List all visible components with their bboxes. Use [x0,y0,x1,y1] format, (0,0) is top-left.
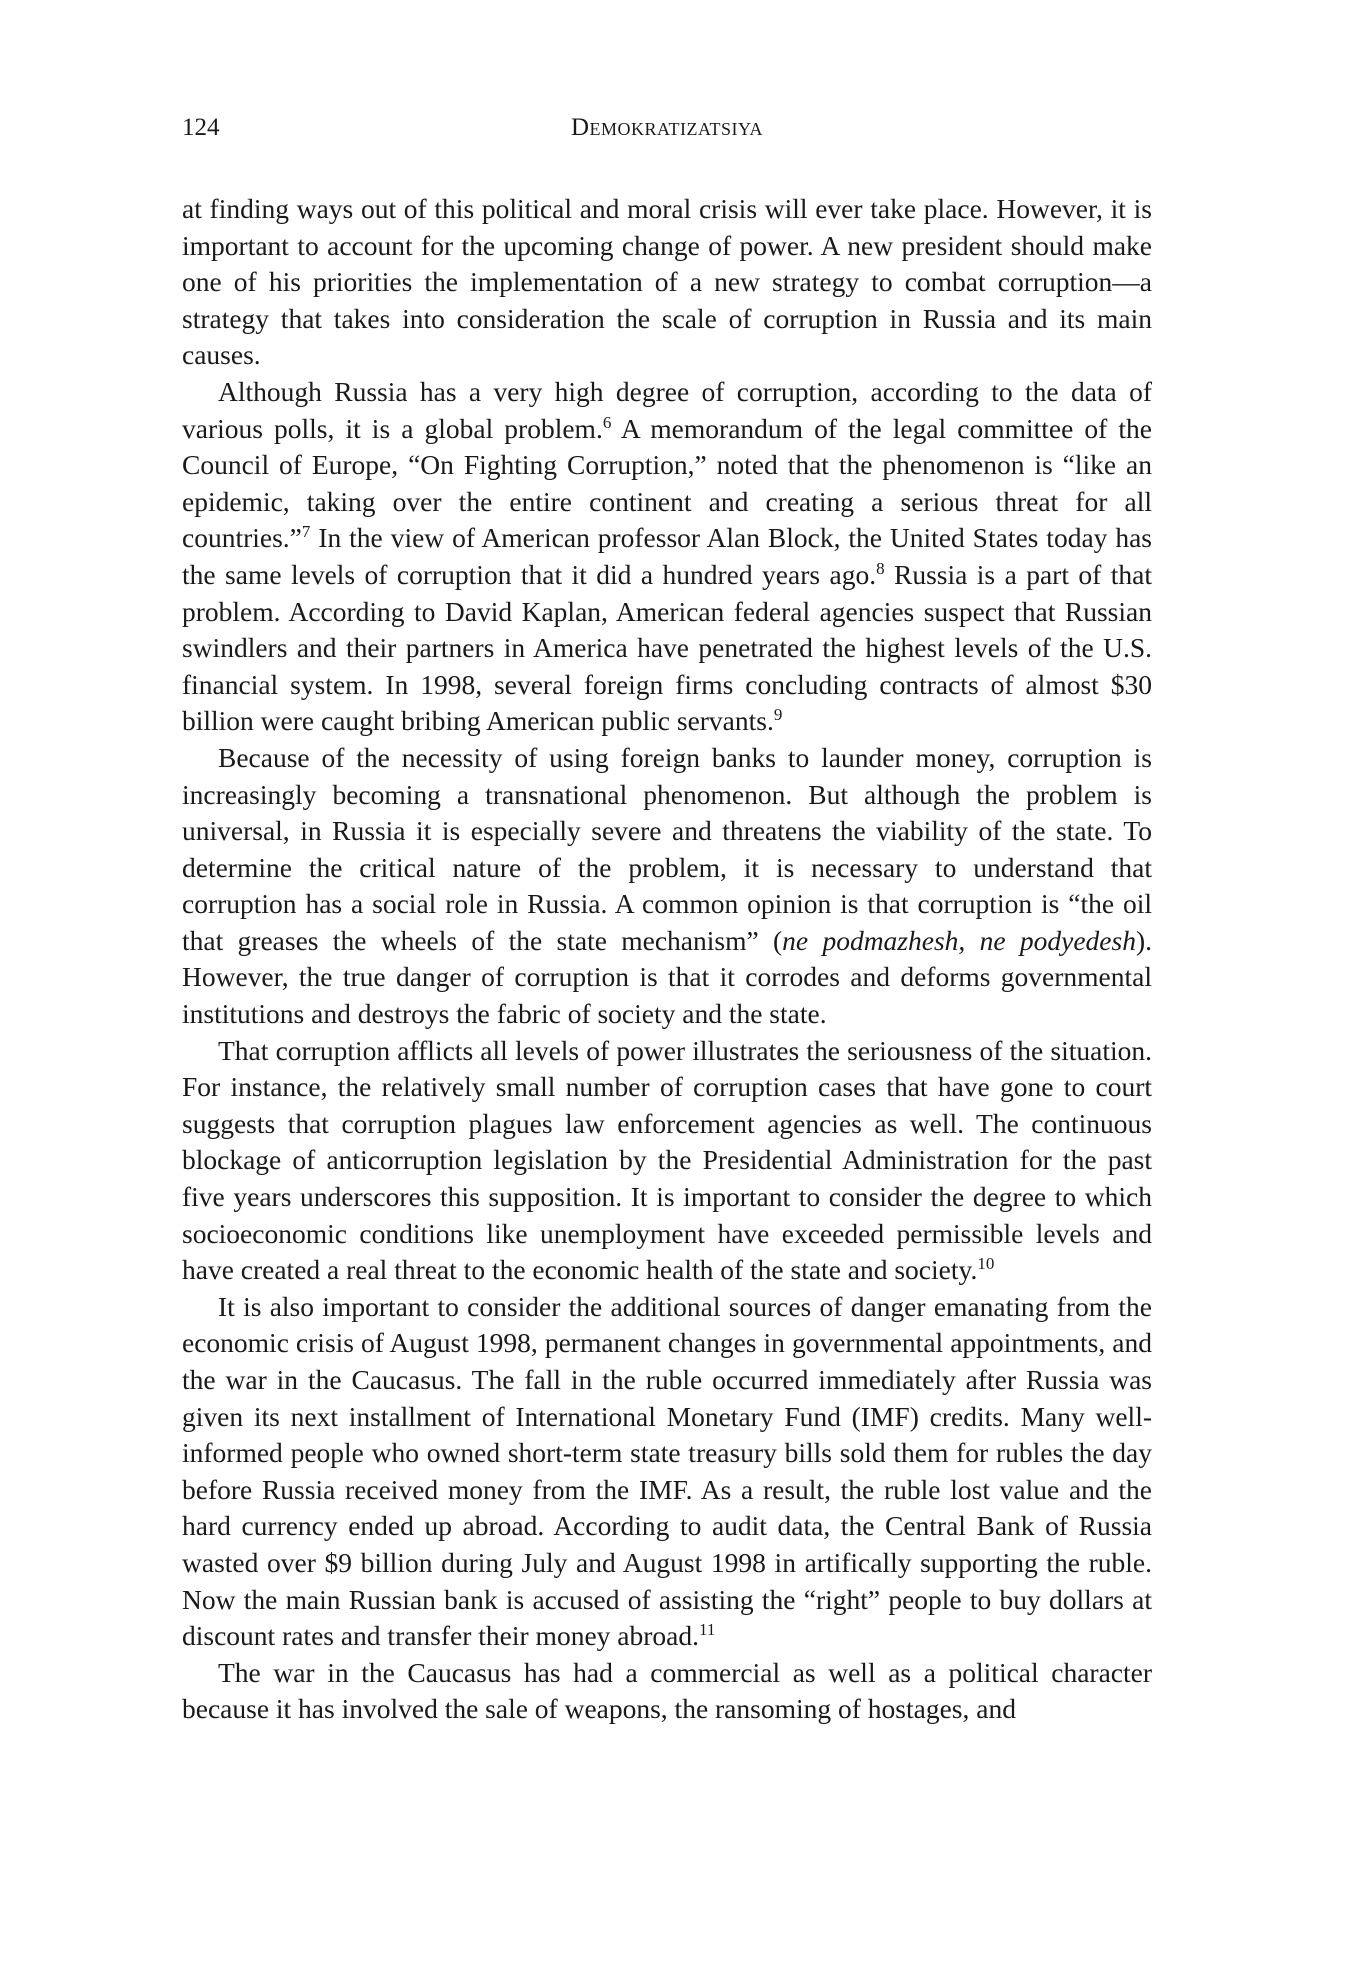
footnote-reference: 7 [301,522,311,542]
paragraph-text: That corruption afflicts all levels of power illustrates the seriousness of the situation. For instance, the relatively small number of corruption cases that have gone to court suggests that corruption plagues law enforcement agencies as well. The continuous blockage of anticorruption legislation by the Presidential Administration for the past five years underscores this supposition. It is important to consider the degree to which socioeconomic conditions like unemployment have exceeded permissible levels and have created a real threat to the economic health of the state and society. [182,1034,1152,1286]
paragraph [182,1655,1152,1728]
running-title: Demokratizatsiya [570,114,764,141]
document-page [182,110,1152,1728]
paragraph [182,191,1152,374]
paragraph [182,1033,1152,1289]
footnote-reference: 9 [773,705,783,725]
paragraph [182,374,1152,740]
paragraph-text: In the view of American professor Alan Block, the United States today has the same levels of corruption that it did a hundred years ago. [182,522,1152,590]
body-text [182,191,1152,1728]
paragraph-text: A memorandum of the legal committee of the Council of Europe, “On Fighting Corruption,” noted that the phenomenon is “like an epidemic, taking over the entire continent and creating a serious threat for all countries.” [182,412,1152,554]
paragraph [182,740,1152,1033]
page-number: 124 [182,114,220,141]
footnote-reference: 11 [698,1620,716,1639]
paragraph-text: Although Russia has a very high degree of corruption, according to the data of various polls, it is a global problem. [182,375,1152,444]
paragraph-text: Because of the necessity of using foreign banks to launder money, corruption is increasingly becoming a transnational phenomenon. But although the problem is universal, in Russia it is especially severe and threatens the viability of the state. To determine the critical nature of the problem, it is necessary to understand that corruption has a social role in Russia. A common opinion is that corruption is “the oil that greases the wheels of the state mechanism” ( [182,741,1152,956]
paragraph-text: It is also important to consider the additional sources of danger emanating from the economic crisis of August 1998, permanent changes in governmental appointments, and the war in the Caucasus. The fall in the ruble occurred immediately after Russia was given its next installment of International Monetary Fund (IMF) credits. Many well-informed people who owned short-term state treasury bills sold them for rubles the day before Russia received money from the IMF. As a result, the ruble lost value and the hard currency ended up abroad. According to audit data, the Central Bank of Russia wasted over $9 billion during July and August 1998 in artifically supporting the ruble. Now the main Russian bank is accused of assisting the “right” people to buy dollars at discount rates and transfer their money abroad. [182,1290,1152,1652]
paragraph-text: The war in the Caucasus has had a commercial as well as a political character because it has involved the sale of weapons, the ransoming of hostages, and [182,1656,1152,1725]
footnote-reference: 8 [876,558,885,578]
paragraph-text: ). However, the true danger of corruption is that it corrodes and deforms governmental institutions and destroys the fabric of society and the state. [182,924,1152,1030]
footnote-reference: 6 [602,412,612,432]
paragraph [182,1289,1152,1655]
italic-phrase: ne podmazhesh, ne podyedesh [782,924,1136,956]
paragraph-text: at finding ways out of this political and moral crisis will ever take place. However, it is important to account for the upcoming change of power. A new president should make one of his priorities the implementation of a new strategy to combat corruption—a strategy that takes into consideration the scale of corruption in Russia and its main causes. [182,193,1152,371]
paragraph-text: Russia is a part of that problem. According to David Kaplan, American federal agencies suspect that Russian swindlers and their partners in America have penetrated the highest levels of the U.S. financial system. In 1998, several foreign firms concluding contracts of almost $30 billion were caught bribing American public servants. [182,558,1152,737]
footnote-reference: 10 [977,1254,995,1274]
running-header [182,110,1152,146]
